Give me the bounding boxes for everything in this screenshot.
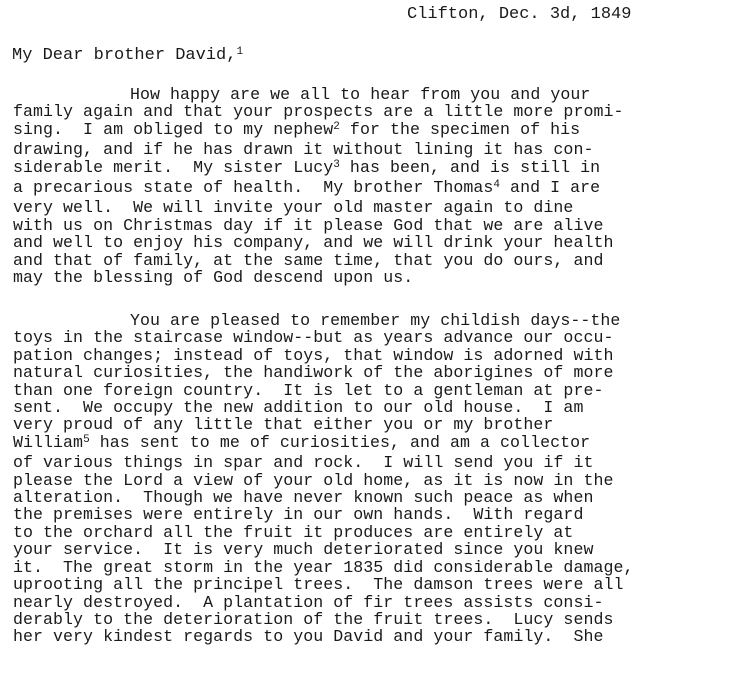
text-line: nearly destroyed. A plantation of fir trees assists consi- [13,592,604,612]
footnote-marker: 1 [236,46,244,58]
text-line: with us on Christmas day if it please God that we are alive [13,215,604,235]
text-line: very well. We will invite your old master again to dine [13,198,574,218]
salutation-text: My Dear brother David, [12,46,237,65]
text-line: family again and that your prospects are a little more promi- [13,102,624,122]
paragraph-1 [13,86,728,286]
text-segment: has sent to me of curiosities, and am a collector [89,432,591,452]
text-line [13,121,728,141]
text-line: of various things in spar and rock. I will send you if it [13,453,594,473]
text-line: and well to enjoy his company, and we will drink your health [13,233,614,253]
text-segment: sing. I am obliged to my nephew [13,119,334,139]
text-line: drawing, and if he has drawn it without lining it has con- [13,140,594,160]
text-line: derably to the deterioration of the fruit trees. Lucy sends [13,609,614,629]
text-segment: siderable merit. My sister Lucy [13,157,334,177]
text-line: sent. We occupy the new addition to our old house. I am [13,398,584,418]
footnote-marker: 5 [83,433,90,446]
text-line [13,434,728,454]
text-line: natural curiosities, the handiwork of the aborigines of more [13,363,614,383]
text-line: uprooting all the principel trees. The damson trees were all [13,575,624,595]
text-line [13,179,728,199]
dateline: Clifton, Dec. 3d, 1849 [407,5,632,24]
text-line: her very kindest regards to you David and your family. She [13,627,604,647]
text-line: to the orchard all the fruit it produces are entirely at [13,522,574,542]
salutation [12,46,243,65]
text-segment: for the specimen of his [339,119,581,139]
text-line: alteration. Though we have never known such peace as when [13,488,594,508]
text-line: than one foreign country. It is let to a gentleman at pre- [13,380,604,400]
text-line: it. The great storm in the year 1835 did considerable damage, [13,557,634,577]
text-line: and that of family, at the same time, that you do ours, and [13,250,604,270]
text-segment: and I are [500,178,601,198]
text-line [13,159,728,179]
text-segment: William [13,432,84,452]
text-line: may the blessing of God descend upon us. [13,268,414,288]
text-line: your service. It is very much deteriorated since you knew [13,540,594,560]
text-segment: has been, and is still in [339,157,601,177]
text-segment: a precarious state of health. My brother Thomas [13,178,494,198]
text-line: pation changes; instead of toys, that window is adorned with [13,345,614,365]
text-line: the premises were entirely in our own hands. With regard [13,505,584,525]
footnote-marker: 2 [333,120,340,133]
text-line: You are pleased to remember my childish days--the [130,311,621,330]
footnote-marker: 3 [333,158,340,171]
text-line: toys in the staircase window--but as years advance our occu- [13,328,614,348]
text-line: How happy are we all to hear from you and your [130,85,591,104]
text-line: please the Lord a view of your old home, as it is now in the [13,470,614,490]
footnote-marker: 4 [493,179,501,192]
paragraph-2 [13,312,728,646]
text-line: very proud of any little that either you or my brother [13,415,554,435]
